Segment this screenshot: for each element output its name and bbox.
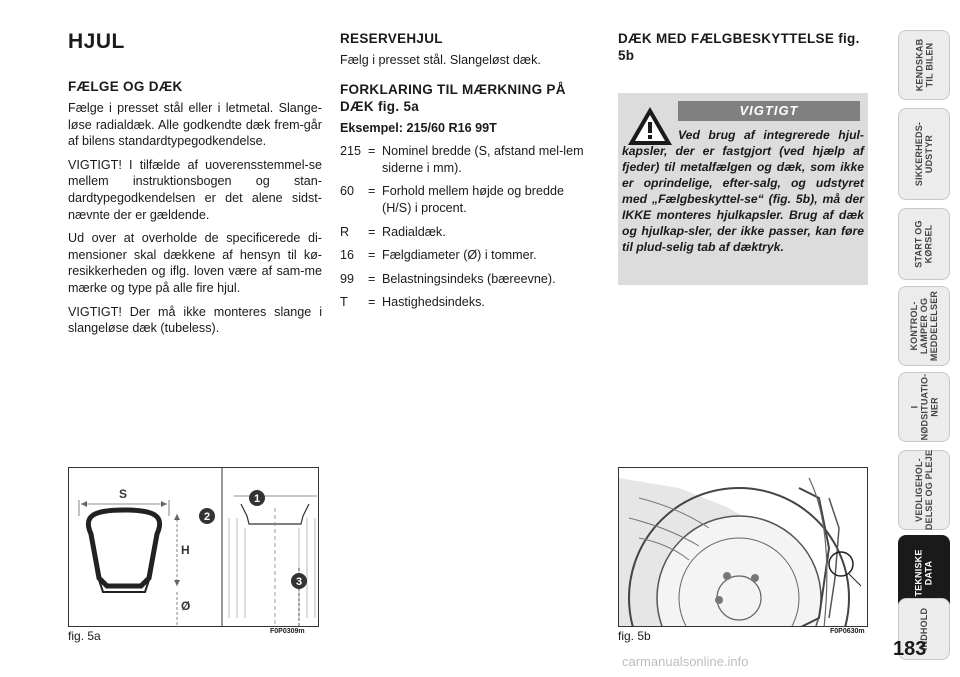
callout-2-label: 2 [203, 511, 211, 523]
tyre-marking-eq: = [368, 184, 376, 199]
callout-3-label: 3 [295, 576, 303, 588]
warning-label: VIGTIGT [678, 101, 860, 121]
dimension-h-label: H [181, 543, 190, 557]
section-title-spare-wheel: RESERVEHJUL [340, 31, 443, 46]
section-title-tyre-marking: FORKLARING TIL MÆRKNING PÅ DÆK fig. 5a [340, 81, 566, 114]
tyre-marking-eq: = [368, 271, 376, 286]
tab-start-korsel[interactable] [898, 208, 950, 280]
paragraph-3: Ud over at overholde de specificerede di-mensioner skal dækkene af hensyn til kø-resikkerheden og iflg. loven være af sam-me mærke og type på alle fire hjul. [68, 231, 322, 295]
paragraph-1: Fælge i presset stål eller i letmetal. Slange-løse radialdæk. Alle godkendte dæk frem-går af bilens standardtypegodkendelse. [68, 101, 322, 149]
tyre-marking-text: Hastighedsindeks. [382, 295, 485, 310]
tyre-marking-code: 60 [340, 184, 355, 199]
warning-box [618, 93, 868, 285]
tab-label: VEDLIGEHOL- DELSE OG PLEJE [914, 449, 935, 531]
tyre-marking-eq: = [368, 248, 376, 263]
tyre-marking-row [340, 183, 592, 216]
column-rim-protection [618, 30, 868, 69]
page-number: 183 [893, 638, 927, 660]
marking-example: Eksempel: 215/60 R16 99T [340, 120, 497, 135]
paragraph-4: VIGTIGT! Der må ikke monteres slange i slangeløse dæk (tubeless). [68, 304, 322, 336]
tab-kontrollamper[interactable] [898, 286, 950, 366]
tab-nodsituationer[interactable] [898, 372, 950, 442]
tyre-marking-code: R [340, 224, 350, 239]
tyre-marking-row [340, 294, 592, 311]
tyre-marking-text: Fælgdiameter (Ø) i tommer. [382, 248, 537, 263]
tyre-marking-code: 99 [340, 271, 355, 286]
spare-wheel-text: Fælg i presset stål. Slangeløst dæk. [340, 53, 541, 67]
tyre-marking-text: Belastningsindeks (bæreevne). [382, 271, 556, 286]
wheel-rim-protection-illustration [619, 468, 868, 627]
tab-label: KONTROL- LAMPER OG MEDDELELSER [909, 290, 939, 362]
tyre-marking-row [340, 143, 592, 176]
tyre-marking-code: T [340, 295, 348, 310]
tab-vedligeholdelse[interactable] [898, 450, 950, 530]
tyre-marking-code: 215 [340, 144, 362, 159]
paragraph-2: VIGTIGT! I tilfælde af uoverensstemmel-se mellem instruktionsbogen og stan-dardtypegodkendelsen er det alene sidst-nævnte der er gældende. [68, 157, 322, 222]
figure-5b [618, 467, 868, 627]
tyre-marking-list [340, 143, 592, 311]
tyre-marking-text: Forhold mellem højde og bredde (H/S) i procent. [382, 184, 565, 215]
tyre-marking-code: 16 [340, 248, 355, 263]
tyre-marking-eq: = [368, 144, 376, 159]
tyre-marking-row [340, 271, 592, 288]
tyre-marking-eq: = [368, 224, 376, 239]
tab-label: I NØDSITUATIO- NER [909, 373, 940, 441]
tab-sikkerhed[interactable] [898, 108, 950, 200]
column-wheels [68, 30, 322, 344]
tyre-marking-row [340, 247, 592, 264]
tyre-marking-text: Nominel bredde (S, afstand mel-lem siderne i mm). [382, 144, 584, 175]
dimension-diameter-label: Ø [181, 599, 191, 613]
section-title-rims-tyres: FÆLGE OG DÆK [68, 79, 183, 94]
figure-5b-code: F0P0630m [830, 628, 865, 635]
column-spare-wheel [340, 30, 592, 318]
tyre-marking-eq: = [368, 295, 376, 310]
tyre-marking-text: Radialdæk. [382, 224, 446, 239]
tab-label: INDHOLD [919, 607, 929, 651]
tyre-cross-section-illustration [69, 468, 319, 627]
callout-1-label: 1 [253, 493, 261, 505]
tab-label: SIKKERHEDS- UDSTYR [914, 121, 934, 187]
figure-5b-caption: fig. 5b [618, 629, 651, 643]
figure-5a-caption: fig. 5a [68, 629, 101, 643]
dimension-s-label: S [119, 487, 128, 501]
section-title-rim-protection: DÆK MED FÆLGBESKYTTELSE fig. 5b [618, 31, 860, 63]
tab-label: START OG KØRSEL [914, 220, 934, 268]
tab-kendskab[interactable] [898, 30, 950, 100]
page-title: HJUL [68, 30, 125, 53]
figure-5a-code: F0P0309m [270, 628, 305, 635]
warning-text: Ved brug af integrerede hjul-kapsler, der er fastgjort (ved hjælp af fjeder) til metalfælgen og dæk, som ikke er oprindelige, efter-salg, og udstyret med „Fælgbeskyttel-se“ (fig. 5b), må der IKKE monteres hjulkapsler. Brug af dæk og hjulkap-sler, der ikke passer, kan føre til plud-selig tab af dæktryk. [622, 128, 864, 254]
tab-label: TEKNISKE DATA [913, 548, 934, 597]
tab-label: KENDSKAB TIL BILEN [914, 38, 935, 92]
watermark: carmanualsonline.info [622, 654, 749, 669]
figure-5a [68, 467, 319, 627]
tyre-marking-row [340, 224, 592, 241]
